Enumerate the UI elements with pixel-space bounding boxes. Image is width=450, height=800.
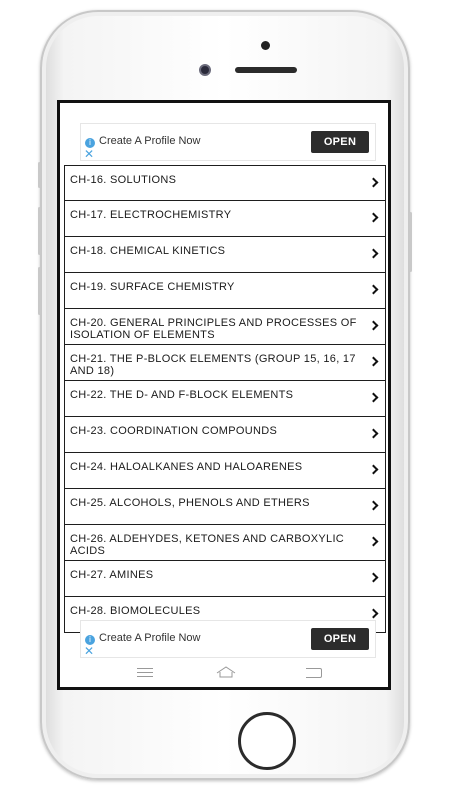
power-button <box>409 212 412 272</box>
chapter-item[interactable] <box>64 381 386 417</box>
chevron-right-icon <box>369 429 379 439</box>
chapter-title: CH-16. SOLUTIONS <box>70 174 177 186</box>
menu-icon[interactable] <box>137 668 153 680</box>
chevron-right-icon <box>369 393 379 403</box>
status-bar <box>60 103 388 119</box>
chapter-title: CH-23. COORDINATION COMPOUNDS <box>70 425 278 437</box>
chevron-right-icon <box>369 321 379 331</box>
front-camera <box>199 64 211 76</box>
close-icon[interactable]: ✕ <box>84 147 95 161</box>
chapter-item[interactable] <box>64 309 386 345</box>
chapter-title: CH-17. ELECTROCHEMISTRY <box>70 209 232 221</box>
earpiece-speaker <box>235 67 297 73</box>
chapter-list <box>64 165 386 633</box>
system-nav-bar <box>60 659 388 687</box>
chevron-right-icon <box>369 465 379 475</box>
chapter-item[interactable] <box>64 237 386 273</box>
mute-switch <box>38 162 41 188</box>
chevron-right-icon <box>369 178 379 188</box>
close-icon[interactable]: ✕ <box>84 644 95 658</box>
chapter-title: CH-25. ALCOHOLS, PHENOLS AND ETHERS <box>70 497 310 509</box>
info-icon[interactable]: i <box>85 138 95 148</box>
chapter-title: CH-18. CHEMICAL KINETICS <box>70 245 226 257</box>
chapter-item[interactable] <box>64 417 386 453</box>
app-screen <box>57 100 391 690</box>
ad-open-button[interactable]: OPEN <box>311 131 369 153</box>
ad-banner-top[interactable] <box>80 123 376 161</box>
volume-down-button <box>38 267 41 315</box>
chevron-right-icon <box>369 573 379 583</box>
chapter-title: CH-20. GENERAL PRINCIPLES AND PROCESSES OF ISOLATION OF ELEMENTS <box>70 317 357 341</box>
chapter-title: CH-22. THE D- AND F-BLOCK ELEMENTS <box>70 389 294 401</box>
ad-text: Create A Profile Now <box>99 632 201 644</box>
chevron-right-icon <box>369 357 379 367</box>
chevron-right-icon <box>369 501 379 511</box>
volume-up-button <box>38 207 41 255</box>
chapter-item[interactable] <box>64 165 386 201</box>
ad-open-button[interactable]: OPEN <box>311 628 369 650</box>
chapter-item[interactable] <box>64 561 386 597</box>
chapter-item[interactable] <box>64 453 386 489</box>
ad-text: Create A Profile Now <box>99 135 201 147</box>
chapter-item[interactable] <box>64 525 386 561</box>
home-button[interactable] <box>238 712 296 770</box>
chapter-title: CH-27. AMINES <box>70 569 154 581</box>
chapter-item[interactable] <box>64 201 386 237</box>
chapter-title: CH-26. ALDEHYDES, KETONES AND CARBOXYLIC ACIDS <box>70 533 345 557</box>
chapter-title: CH-28. BIOMOLECULES <box>70 605 201 617</box>
chapter-item[interactable] <box>64 489 386 525</box>
sensor-dot <box>261 41 270 50</box>
chevron-right-icon <box>369 609 379 619</box>
ad-banner-bottom[interactable] <box>80 620 376 658</box>
chapter-title: CH-24. HALOALKANES AND HALOARENES <box>70 461 303 473</box>
chapter-item[interactable] <box>64 345 386 381</box>
chapter-title: CH-21. THE P-BLOCK ELEMENTS (GROUP 15, 16, 17 AND 18) <box>70 353 356 377</box>
chevron-right-icon <box>369 537 379 547</box>
chevron-right-icon <box>369 213 379 223</box>
chevron-right-icon <box>369 249 379 259</box>
chapter-item[interactable] <box>64 273 386 309</box>
info-icon[interactable]: i <box>85 635 95 645</box>
chevron-right-icon <box>369 285 379 295</box>
chapter-title: CH-19. SURFACE CHEMISTRY <box>70 281 235 293</box>
home-icon[interactable] <box>216 666 236 678</box>
back-icon[interactable] <box>306 668 322 678</box>
